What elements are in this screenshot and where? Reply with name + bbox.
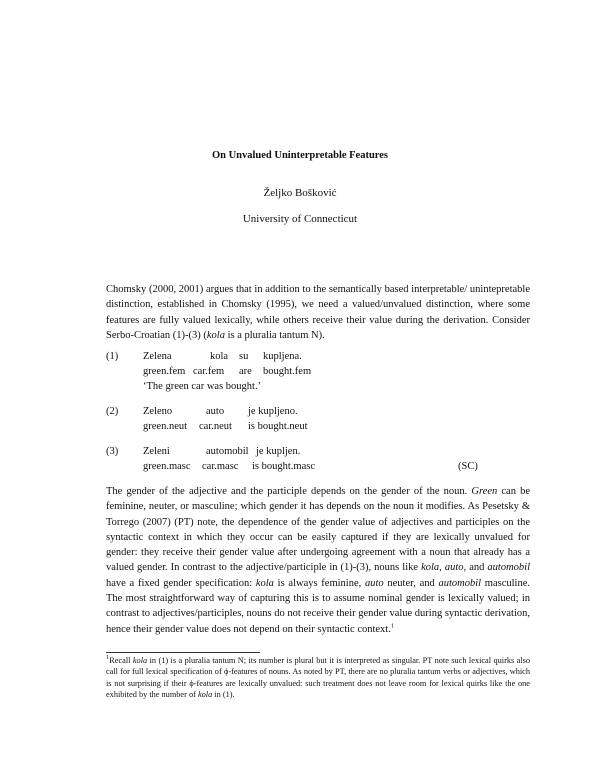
footnote-marker[interactable]: 1 [390,622,395,630]
example-glosses: green.neut car.neut is bought.neut [143,421,308,432]
example-2 [106,404,530,434]
body-paragraph: The gender of the adjective and the participle depends on the gender of the noun. Green can be feminine, neuter, or masculine; which gender it has depends on the noun it modifies. As Pesetsky & Torrego (2007) (PT) note, the dependence of the gender value of adjectives and participles on the syntactic context in which they occur can be easily captured if they are lexically unvalued for gender: they receive their gender value after undergoing agreement with a noun that already has a valued gender. In contrast to the adjective/participle in (1)-(3), nouns like kola, auto, and automobil have a fixed gender specification: kola is always feminine, auto neuter, and automobil masculine. The most straightforward way of capturing this is to assume nominal gender is lexically valued; in contrast to adjectives/participles, nouns do not receive their gender value during syntactic derivation, hence their gender value does not depend on their syntactic context.$^1$ [106,486,531,635]
example-words: Zeleni automobil je kupljen. [143,446,301,457]
example-number: (2) [106,406,119,417]
author-name: Željko Bošković [263,187,337,199]
example-number: (3) [106,446,119,457]
example-glosses: green.fem car.fem are bought.fem [143,366,312,377]
example-words: Zelena kola su kupljena. [143,351,302,362]
example-words: Zeleno auto je kupljeno. [143,406,298,417]
example-3 [106,444,530,474]
example-translation: ‘The green car was bought.’ [143,381,262,392]
paper-title: On Unvalued Uninterpretable Features [211,150,389,161]
intro-paragraph: Chomsky (2000, 2001) argues that in addition to the semantically based interpretable/ unintepretable distinction, established in Chomsky (1995), we need a valued/unvalued distinction, where some features are fully valued lexically, while others receive their value during the derivation. Consider Serbo-Croatian (1)-(3) (kola is a pluralia tantum N). [106,284,530,341]
example-glosses: green.masc car.masc is bought.masc (SC) [143,461,478,472]
footnote-divider [106,652,260,653]
footnote-number: 1 [106,654,110,662]
example-number: (1) [106,351,119,362]
author-affiliation: University of Connecticut [242,213,358,225]
example-1 [106,349,530,394]
language-tag: (SC) [458,461,478,472]
footnote-1: $^1$Recall kola in (1) is a pluralia tantum N; its number is plural but it is interpreted as singular. PT note such lexical quirks also call for full lexical specification of ϕ-features of nouns. As noted by PT, there are no pluralia tantum verbs or adjectives, which is not surprising if their ϕ-features are lexically unvalued: such treatment does not leave room for lexical quirks like the one exhibited by the number of kola in (1). [106,654,530,699]
